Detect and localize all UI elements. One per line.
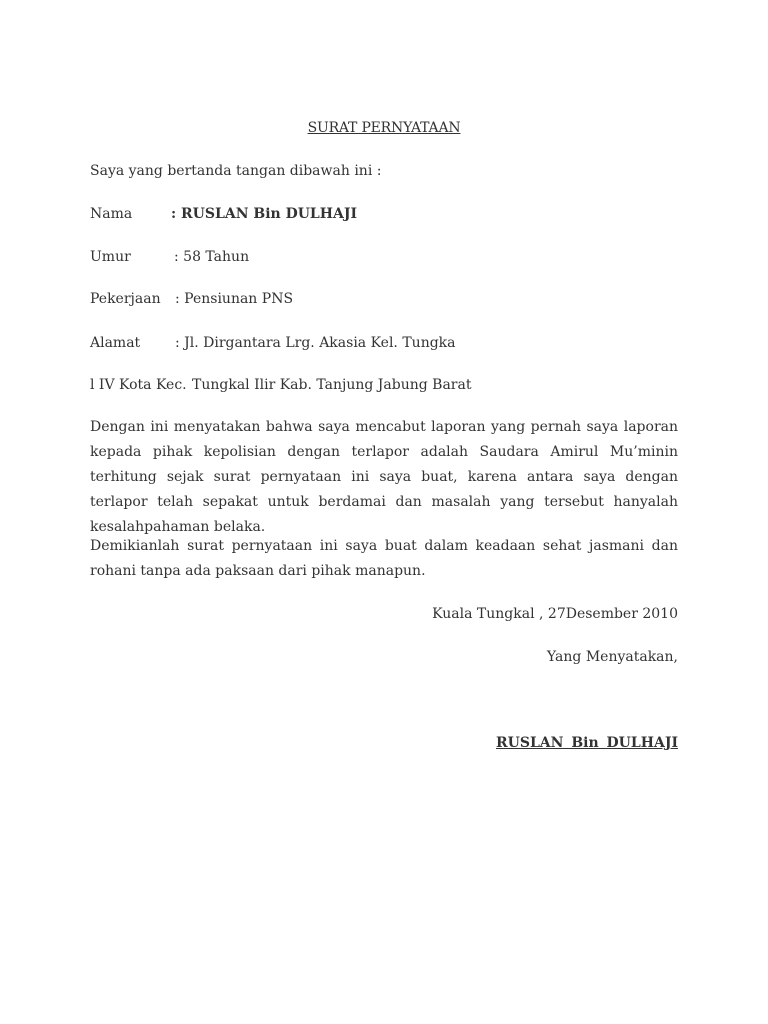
address-continuation-b: Tungkal Ilir Kab. Tanjung Jabung Barat	[192, 377, 472, 393]
closing-salutation: Yang Menyatakan,	[546, 649, 678, 665]
address-value: : Jl. Dirgantara Lrg. Akasia Kel. Tungka	[175, 335, 456, 351]
intro-text: Saya yang bertanda tangan dibawah ini :	[90, 163, 382, 179]
name-label: Nama	[90, 206, 133, 222]
address-continuation-a: l IV Kota Kec.	[90, 377, 187, 393]
place-date: Kuala Tungkal , 27Desember 2010	[432, 606, 678, 622]
job-value: : Pensiunan PNS	[175, 291, 294, 307]
address-label: Alamat	[90, 335, 141, 351]
closing-paragraph: Demikianlah surat pernyataan ini saya buat dalam keadaan sehat jasmani dan rohani tanpa ada paksaan dari pihak manapun.	[90, 538, 678, 579]
age-label: Umur	[90, 249, 131, 265]
job-label: Pekerjaan	[90, 291, 161, 307]
name-value: : RUSLAN Bin DULHAJI	[171, 206, 358, 222]
signatory-name: RUSLAN Bin DULHAJI	[496, 735, 678, 751]
age-value: : 58 Tahun	[174, 249, 250, 265]
document-title: SURAT PERNYATAAN	[307, 120, 461, 136]
statement-paragraph: Dengan ini menyatakan bahwa saya mencabut laporan yang pernah saya laporan kepada pihak kepolisian dengan terlapor adalah Saudara Amirul Mu’minin terhitung sejak surat pernyataan ini saya buat, karena antara saya dengan terlapor telah sepakat untuk berdamai dan masalah yang tersebut hanyalah kesalahpahaman belaka.	[90, 419, 678, 535]
